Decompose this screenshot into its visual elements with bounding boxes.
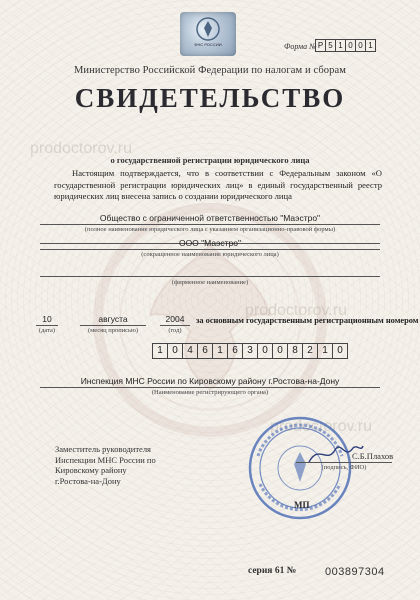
registering-authority: Инспекция МНС России по Кировскому району г.Ростова-на-Дону xyxy=(80,376,340,386)
form-code-cell: 1 xyxy=(365,39,376,52)
entity-full-name-caption: (полное наименование юридического лица с указанием организационно-правовой формы) xyxy=(84,226,336,233)
ogrn-cell: 2 xyxy=(302,343,318,359)
divider xyxy=(40,249,380,250)
entity-short-name-caption: (сокращенное наименование юридического лица) xyxy=(141,251,279,258)
document-title: СВИДЕТЕЛЬСТВО xyxy=(74,83,346,113)
ogrn-cell: 1 xyxy=(212,343,228,359)
divider xyxy=(40,276,380,277)
form-code-cell: 1 xyxy=(335,39,346,52)
entity-full-name: Общество с ограниченной ответственностью "Маэстро" xyxy=(99,213,321,223)
document-number: 003897304 xyxy=(325,566,385,578)
registration-number-label: за основным государственным регистрационным номером xyxy=(196,316,419,325)
entity-short-name: ООО "Маэстро" xyxy=(178,238,242,248)
date-month-caption: (месяц прописью) xyxy=(87,327,139,334)
date-month: августа xyxy=(98,314,128,324)
date-day: 10 xyxy=(42,314,52,324)
watermark: prodoctorov.ru xyxy=(245,302,347,319)
date-day-caption: (дата) xyxy=(38,327,56,334)
signatory-position-line: г.Ростова-на-Дону xyxy=(55,475,121,486)
ogrn-cell: 0 xyxy=(257,343,273,359)
form-code-cell: 0 xyxy=(355,39,366,52)
ogrn-cell: 0 xyxy=(332,343,348,359)
registering-authority-caption: (Наименование регистрирующего органа) xyxy=(151,389,269,396)
hologram-emblem-icon xyxy=(180,12,236,56)
hologram-text: ФНС РОССИИ xyxy=(194,42,222,47)
watermark: prodoctorov.ru xyxy=(30,140,132,157)
date-year-caption: (год) xyxy=(168,327,182,334)
ogrn-cell: 1 xyxy=(317,343,333,359)
signatory-position-line: Кировскому району xyxy=(55,465,127,475)
divider xyxy=(40,387,380,388)
signatory-position xyxy=(55,444,156,486)
document-subtitle: о государственной регистрации юридического лица xyxy=(110,155,310,165)
divider xyxy=(36,325,58,326)
ogrn-cell: 1 xyxy=(152,343,168,359)
signatory-name: С.Б.Плахов xyxy=(352,451,394,461)
form-code-cell: Р xyxy=(315,39,326,52)
divider xyxy=(80,325,146,326)
ogrn-cell: 6 xyxy=(197,343,213,359)
series-label: серия 61 № xyxy=(248,566,297,576)
hologram-sticker xyxy=(180,12,236,56)
form-code xyxy=(316,39,376,52)
ogrn-cell: 6 xyxy=(227,343,243,359)
form-label: Форма № xyxy=(284,42,317,51)
watermark: prodoctorov.ru xyxy=(270,418,372,435)
divider xyxy=(296,462,392,463)
ogrn-cell: 0 xyxy=(167,343,183,359)
ogrn-cell: 4 xyxy=(182,343,198,359)
ogrn-cell: 0 xyxy=(272,343,288,359)
stamp-place-label: МП xyxy=(294,500,310,510)
certificate-statement: Настоящим подтверждается, что в соответствии с Федеральным законом «О государственной регистрации юридических лиц» в единый государственный реестр юридических лиц внесена запись о создании юридического лица xyxy=(54,168,382,201)
signatory-position-line: Инспекции МНС России по xyxy=(55,454,156,465)
signatory-caption: (подпись, ФИО) xyxy=(321,464,367,471)
ogrn-cell: 3 xyxy=(242,343,258,359)
date-year: 2004 xyxy=(165,314,185,324)
entity-brand-name-caption: (фирменное наименование) xyxy=(171,279,249,286)
ministry-heading: Министерство Российской Федерации по налогам и сборам xyxy=(73,65,347,76)
ogrn-number xyxy=(153,343,348,359)
ogrn-cell: 8 xyxy=(287,343,303,359)
signatory-position-line: Заместитель руководителя xyxy=(55,444,151,454)
divider xyxy=(160,325,190,326)
divider xyxy=(40,224,380,225)
form-code-cell: 5 xyxy=(325,39,336,52)
form-code-cell: 0 xyxy=(345,39,356,52)
